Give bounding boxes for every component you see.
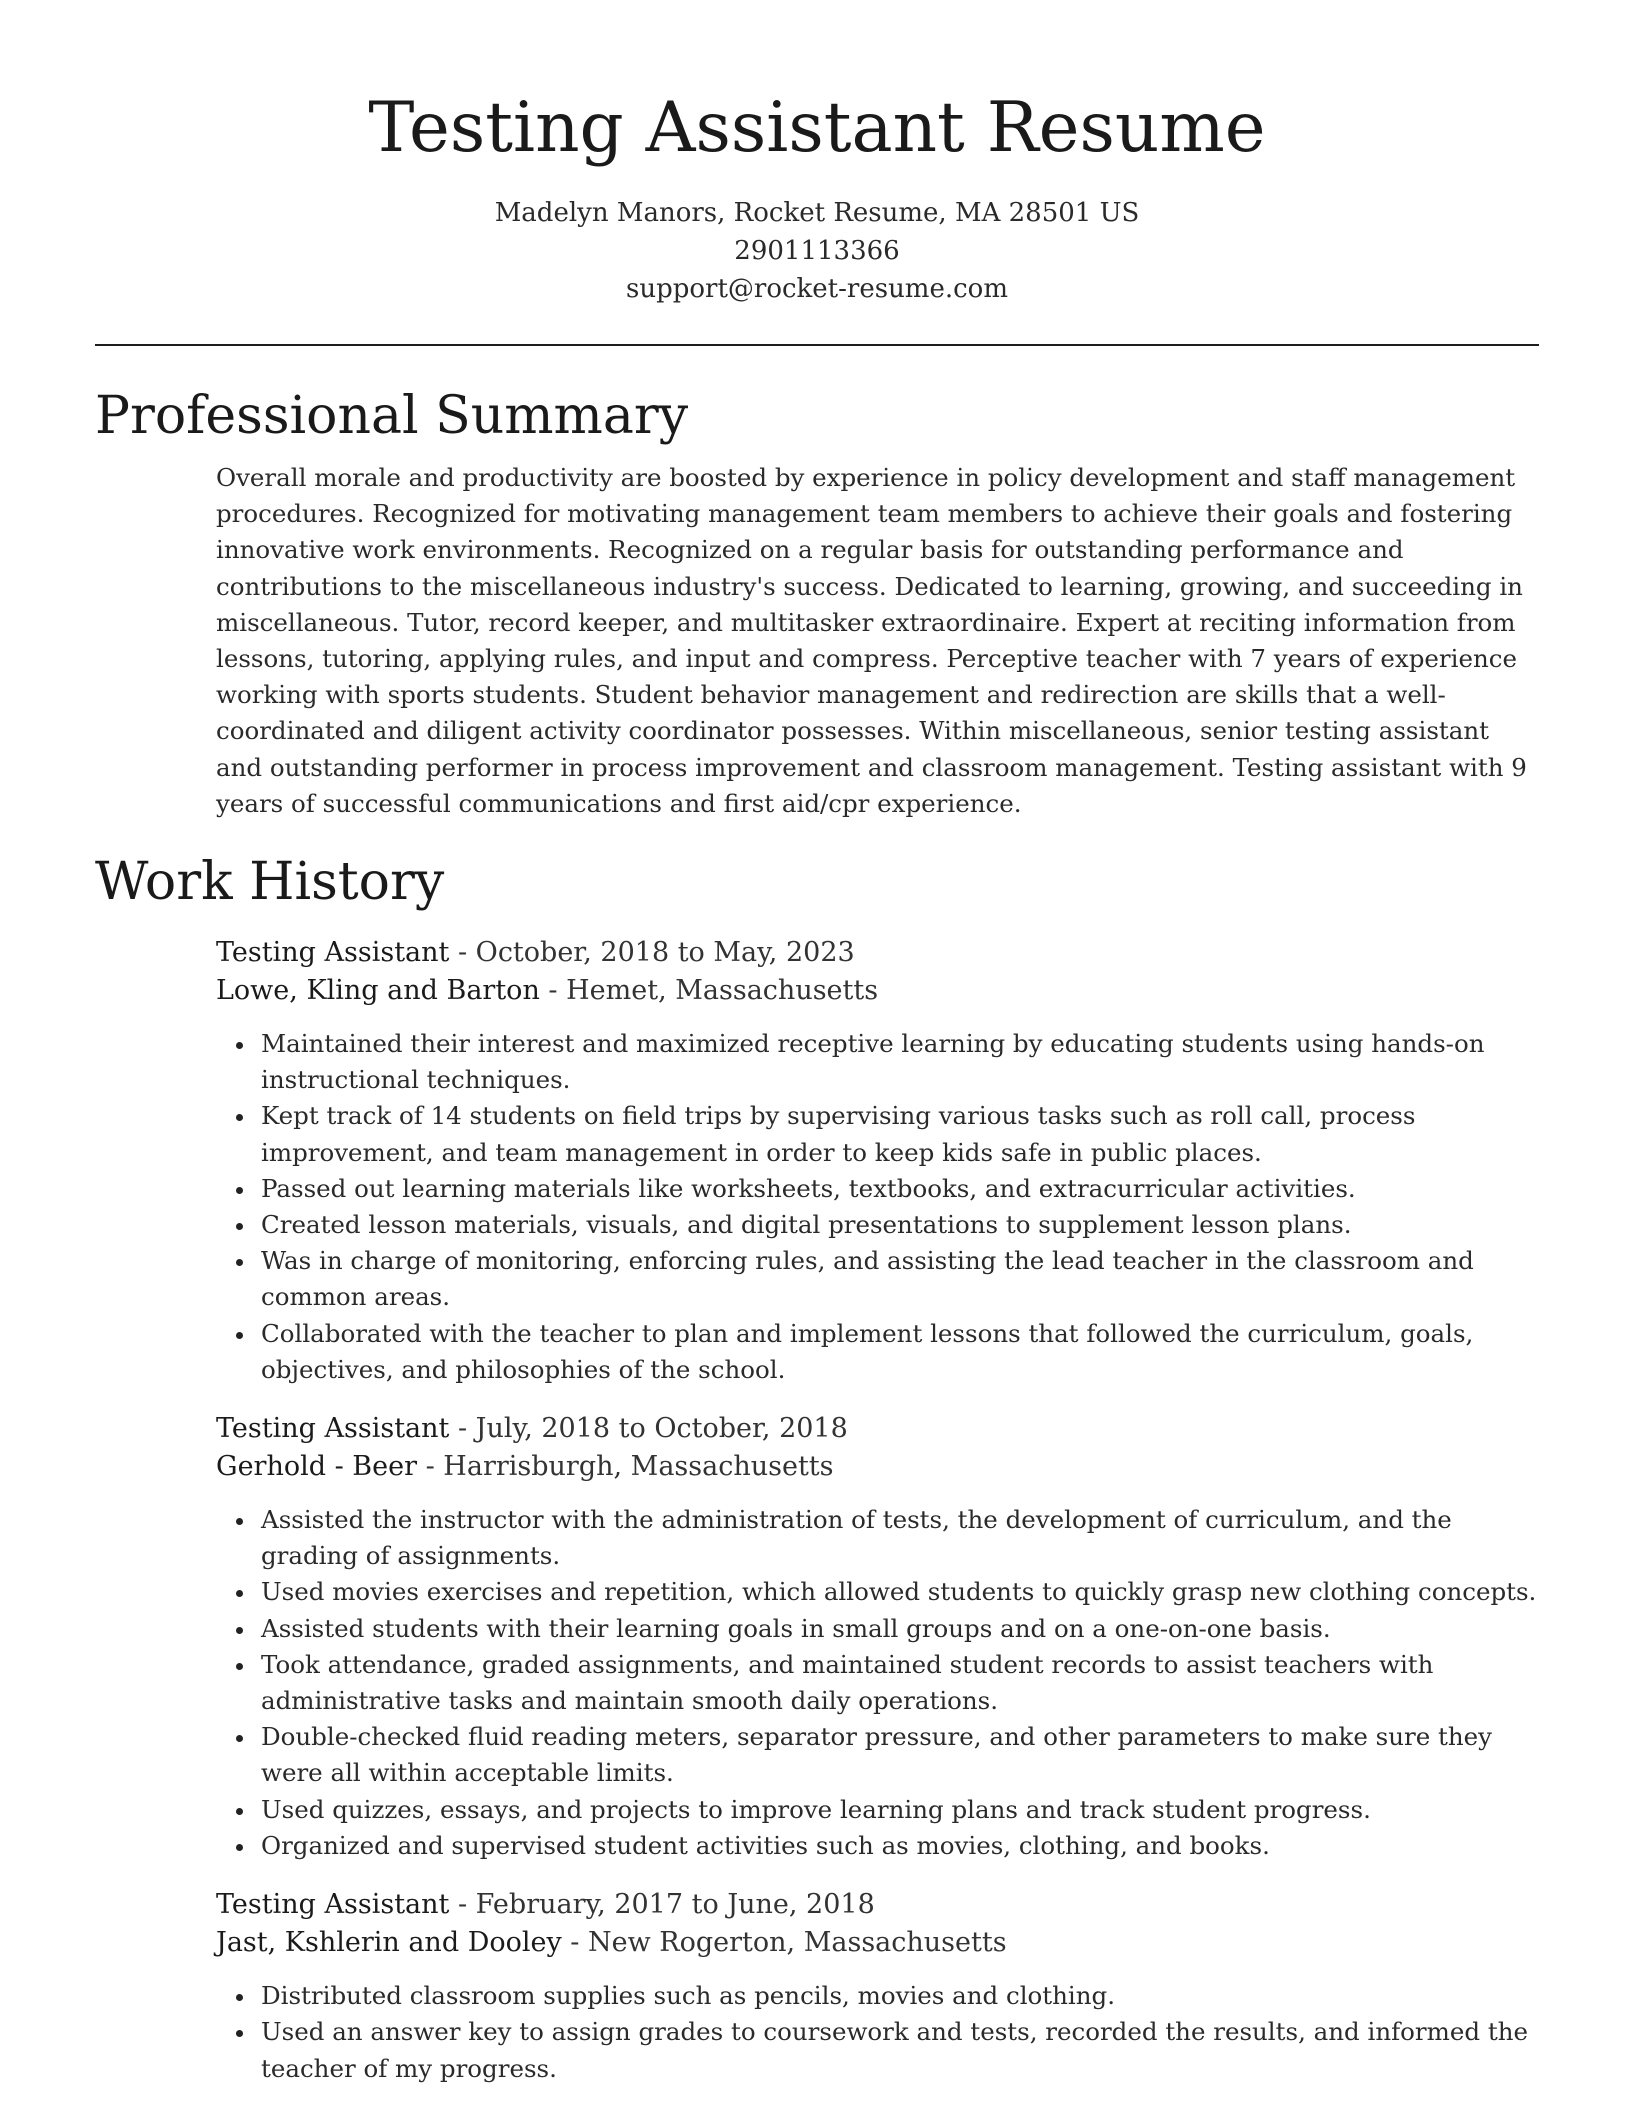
summary-section [95,460,1539,822]
job-title-line [216,934,1539,972]
job-title: Testing Assistant [216,1889,450,1921]
duty-item: Used an answer key to assign grades to coursework and tests, recorded the results, and informed the teacher of my progress. [261,2014,1539,2086]
job-company-line [216,1448,1539,1486]
job-entry [216,1410,1539,1864]
duty-item: Took attendance, graded assignments, and maintained student records to assist teachers with administrative tasks and maintain smooth daily operations. [261,1647,1539,1719]
duty-item: Assisted the instructor with the administration of tests, the development of curriculum, and the grading of assignments. [261,1502,1539,1574]
duty-item: Maintained their interest and maximized receptive learning by educating students using hands-on instructional techniques. [261,1026,1539,1098]
job-location: - Hemet, Massachusetts [539,975,879,1007]
job-duties-list [216,1978,1539,2087]
job-duties-list [216,1502,1539,1864]
job-company-line [216,1924,1539,1962]
job-title-line [216,1410,1539,1448]
duty-item: Kept track of 14 students on field trips by supervising various tasks such as roll call, process improvement, and team management in order to keep kids safe in public places. [261,1098,1539,1170]
job-title-line [216,1886,1539,1924]
job-dates: - July, 2018 to October, 2018 [449,1413,848,1445]
resume-title: Testing Assistant Resume [368,88,1266,168]
job-company-line [216,972,1539,1010]
contact-address: Madelyn Manors, Rocket Resume, MA 28501 US [494,198,1140,228]
job-location: - New Rogerton, Massachusetts [561,1927,1007,1959]
duty-item: Was in charge of monitoring, enforcing rules, and assisting the lead teacher in the classroom and common areas. [261,1243,1539,1315]
header-divider [95,344,1539,346]
job-title: Testing Assistant [216,1413,450,1445]
contact-block [95,194,1539,308]
work-history-section [95,934,1539,2087]
duty-item: Distributed classroom supplies such as pencils, movies and clothing. [261,1978,1539,2014]
summary-heading: Professional Summary [95,386,689,446]
duty-item: Organized and supervised student activities such as movies, clothing, and books. [261,1828,1539,1864]
duty-item: Used quizzes, essays, and projects to improve learning plans and track student progress. [261,1792,1539,1828]
job-dates: - February, 2017 to June, 2018 [449,1889,875,1921]
job-company: Jast, Kshlerin and Dooley [216,1927,562,1959]
work-history-heading: Work History [95,852,445,913]
job-company: Lowe, Kling and Barton [216,975,540,1007]
duty-item: Created lesson materials, visuals, and digital presentations to supplement lesson plans. [261,1207,1539,1243]
duty-item: Collaborated with the teacher to plan and implement lessons that followed the curriculum, goals, objectives, and philosophies of the school. [261,1316,1539,1388]
duty-item: Assisted students with their learning goals in small groups and on a one-on-one basis. [261,1611,1539,1647]
job-dates: - October, 2018 to May, 2023 [449,937,855,969]
duty-item: Used movies exercises and repetition, which allowed students to quickly grasp new clothing concepts. [261,1574,1539,1610]
duty-item: Double-checked fluid reading meters, separator pressure, and other parameters to make sure they were all within acceptable limits. [261,1719,1539,1791]
contact-phone: 2901113366 [734,236,900,266]
job-location: - Harrisburgh, Massachusetts [417,1451,834,1483]
job-title: Testing Assistant [216,937,450,969]
resume-page [95,0,1539,2087]
summary-text: Overall morale and productivity are boosted by experience in policy development and staff management procedures. Recognized for motivating management team members to achieve their goals and fostering innovative work environments. Recognized on a regular basis for outstanding performance and contributions to the miscellaneous industry's success. Dedicated to learning, growing, and succeeding in miscellaneous. Tutor, record keeper, and multitasker extraordinaire. Expert at reciting information from lessons, tutoring, applying rules, and input and compress. Perceptive teacher with 7 years of experience working with sports students. Student behavior management and redirection are skills that a well-coordinated and diligent activity coordinator possesses. Within miscellaneous, senior testing assistant and outstanding performer in process improvement and classroom management. Testing assistant with 9 years of successful communications and first aid/cpr experience. [216,463,1527,818]
contact-email: support@rocket-resume.com [625,274,1008,304]
job-duties-list [216,1026,1539,1388]
duty-item: Passed out learning materials like worksheets, textbooks, and extracurricular activities. [261,1171,1539,1207]
job-entry [216,1886,1539,2087]
job-entry [216,934,1539,1388]
job-company: Gerhold - Beer [216,1451,418,1483]
